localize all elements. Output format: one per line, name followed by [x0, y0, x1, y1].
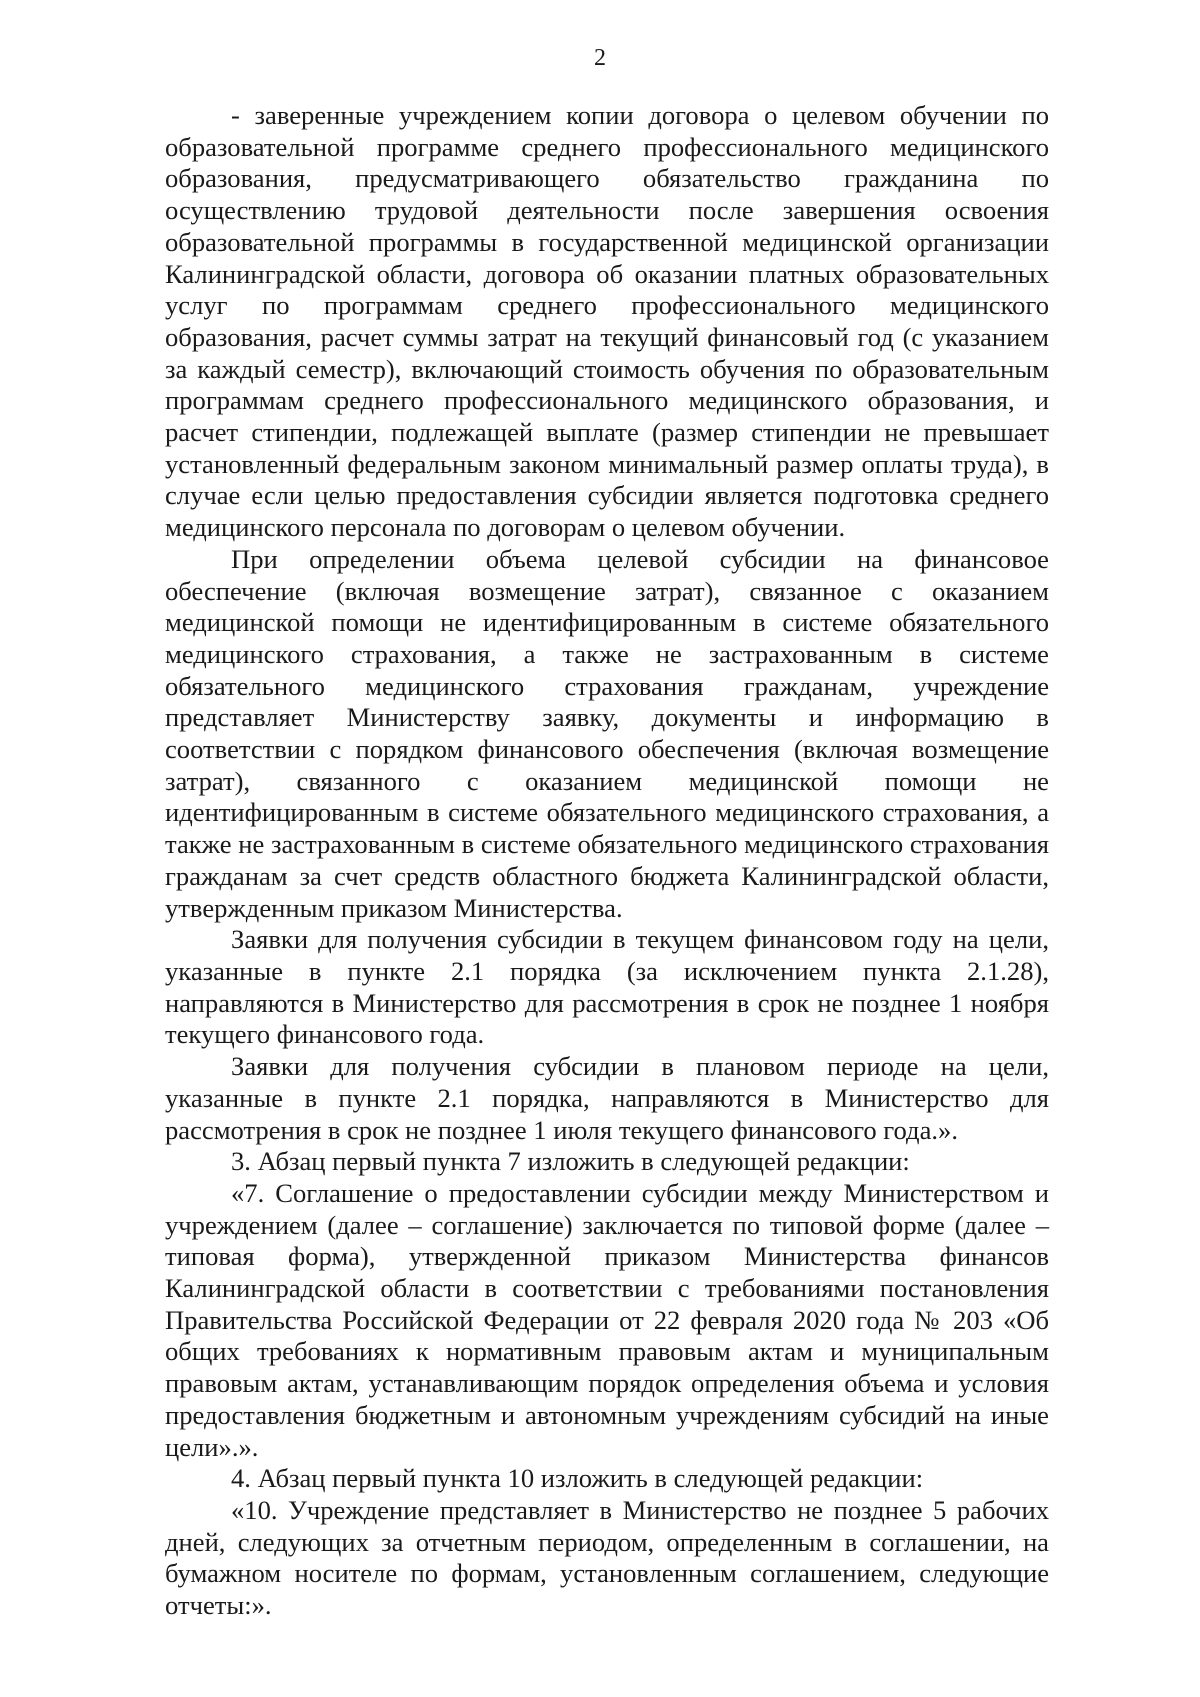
- paragraph-planned-period-applications: Заявки для получения субсидии в плановом периоде на цели, указанные в пункте 2.1 порядка, направляются в Министерство для рассмотрения в срок не позднее 1 июля текущего финансового года.».: [165, 1051, 1049, 1145]
- paragraph-item-3: 3. Абзац первый пункта 7 изложить в следующей редакции:: [231, 1146, 910, 1177]
- paragraph-item-4: 4. Абзац первый пункта 10 изложить в следующей редакции:: [231, 1463, 924, 1494]
- page-number: 2: [594, 45, 606, 71]
- paragraph-contract-copies: - заверенные учреждением копии договора о целевом обучении по образовательной программе среднего профессионального медицинского образования, предусматривающего обязательство гражданина по осуществлению трудовой деятельности после завершения освоения образовательной программы в государственной медицинской организации Калининградской области, договора об оказании платных образовательных услуг по программам среднего профессионального медицинского образования, расчет суммы затрат на текущий финансовый год (с указанием за каждый семестр), включающий стоимость обучения по образовательным программам среднего профессионального медицинского образования, и расчет стипендии, подлежащей выплате (размер стипендии не превышает установленный федеральным законом минимальный размер оплаты труда), в случае если целью предоставления субсидии является подготовка среднего медицинского персонала по договорам о целевом обучении.: [165, 100, 1049, 543]
- document-body: [165, 100, 1049, 1622]
- paragraph-point-7: «7. Соглашение о предоставлении субсидии между Министерством и учреждением (далее – соглашение) заключается по типовой форме (далее – типовая форма), утвержденной приказом Министерства финансов Калининградской области в соответствии с требованиями постановления Правительства Российской Федерации от 22 февраля 2020 года № 203 «Об общих требованиях к нормативным правовым актам и муниципальным правовым актам, устанавливающим порядок определения объема и условия предоставления бюджетным и автономным учреждениям субсидий на иные цели».».: [165, 1177, 1049, 1462]
- paragraph-current-year-applications: Заявки для получения субсидии в текущем финансовом году на цели, указанные в пункте 2.1 порядка (за исключением пункта 2.1.28), направляются в Министерство для рассмотрения в срок не позднее 1 ноября текущего финансового года.: [165, 924, 1049, 1050]
- paragraph-subsidy-volume: При определении объема целевой субсидии на финансовое обеспечение (включая возмещение затрат), связанное с оказанием медицинской помощи не идентифицированным в системе обязательного медицинского страхования, а также не застрахованным в системе обязательного медицинского страхования гражданам, учреждение представляет Министерству заявку, документы и информацию в соответствии с порядком финансового обеспечения (включая возмещение затрат), связанного с оказанием медицинской помощи не идентифицированным в системе обязательного медицинского страхования, а также не застрахованным в системе обязательного медицинского страхования гражданам за счет средств областного бюджета Калининградской области, утвержденным приказом Министерства.: [165, 543, 1049, 923]
- paragraph-point-10: «10. Учреждение представляет в Министерство не позднее 5 рабочих дней, следующих за отчетным периодом, определенным в соглашении, на бумажном носителе по формам, установленным соглашением, следующие отчеты:».: [165, 1494, 1049, 1621]
